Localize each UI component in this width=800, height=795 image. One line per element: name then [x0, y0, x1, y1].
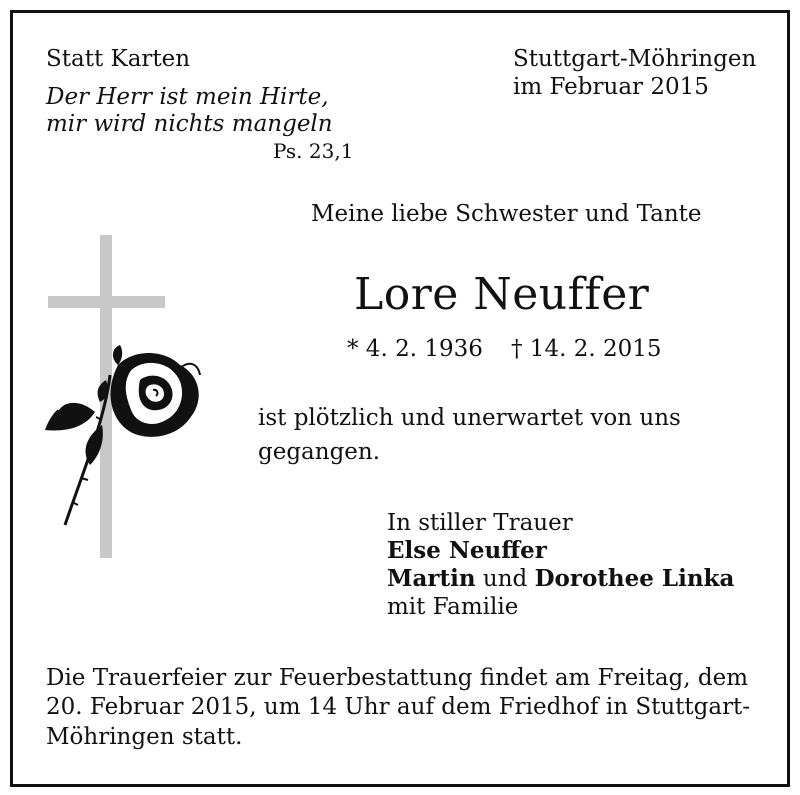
footer-line-2: 20. Februar 2015, um 14 Uhr auf dem Friedhof in Stuttgart- [46, 694, 751, 720]
place: Stuttgart-Möhringen [513, 46, 757, 72]
death-date: † 14. 2. 2015 [511, 336, 662, 362]
intro-line: Meine liebe Schwester und Tante [311, 201, 702, 227]
mourner-2-line [387, 565, 734, 593]
mourning-intro: In stiller Trauer [387, 510, 573, 536]
footer-line-1: Die Trauerfeier zur Feuerbestattung findet am Freitag, dem [46, 665, 749, 691]
verse-reference: Ps. 23,1 [273, 139, 354, 163]
birth-date: * 4. 2. 1936 [347, 336, 483, 362]
message-line-2: gegangen. [258, 439, 381, 465]
statt-karten: Statt Karten [46, 46, 191, 72]
mourner-suffix: mit Familie [387, 594, 519, 620]
mourner-2a: Martin [387, 565, 476, 592]
mourner-connector: und [482, 566, 528, 592]
footer-line-3: Möhringen statt. [46, 724, 243, 750]
date-line: im Februar 2015 [513, 74, 709, 100]
mourner-1: Else Neuffer [387, 537, 547, 564]
verse-line-2: mir wird nichts mangeln [46, 111, 333, 137]
verse-line-1: Der Herr ist mein Hirte, [46, 84, 329, 110]
deceased-name: Lore Neuffer [354, 269, 650, 320]
rose-icon [40, 340, 210, 530]
message-line-1: ist plötzlich und unerwartet von uns [258, 405, 681, 431]
mourner-2b: Dorothee Linka [534, 565, 735, 592]
